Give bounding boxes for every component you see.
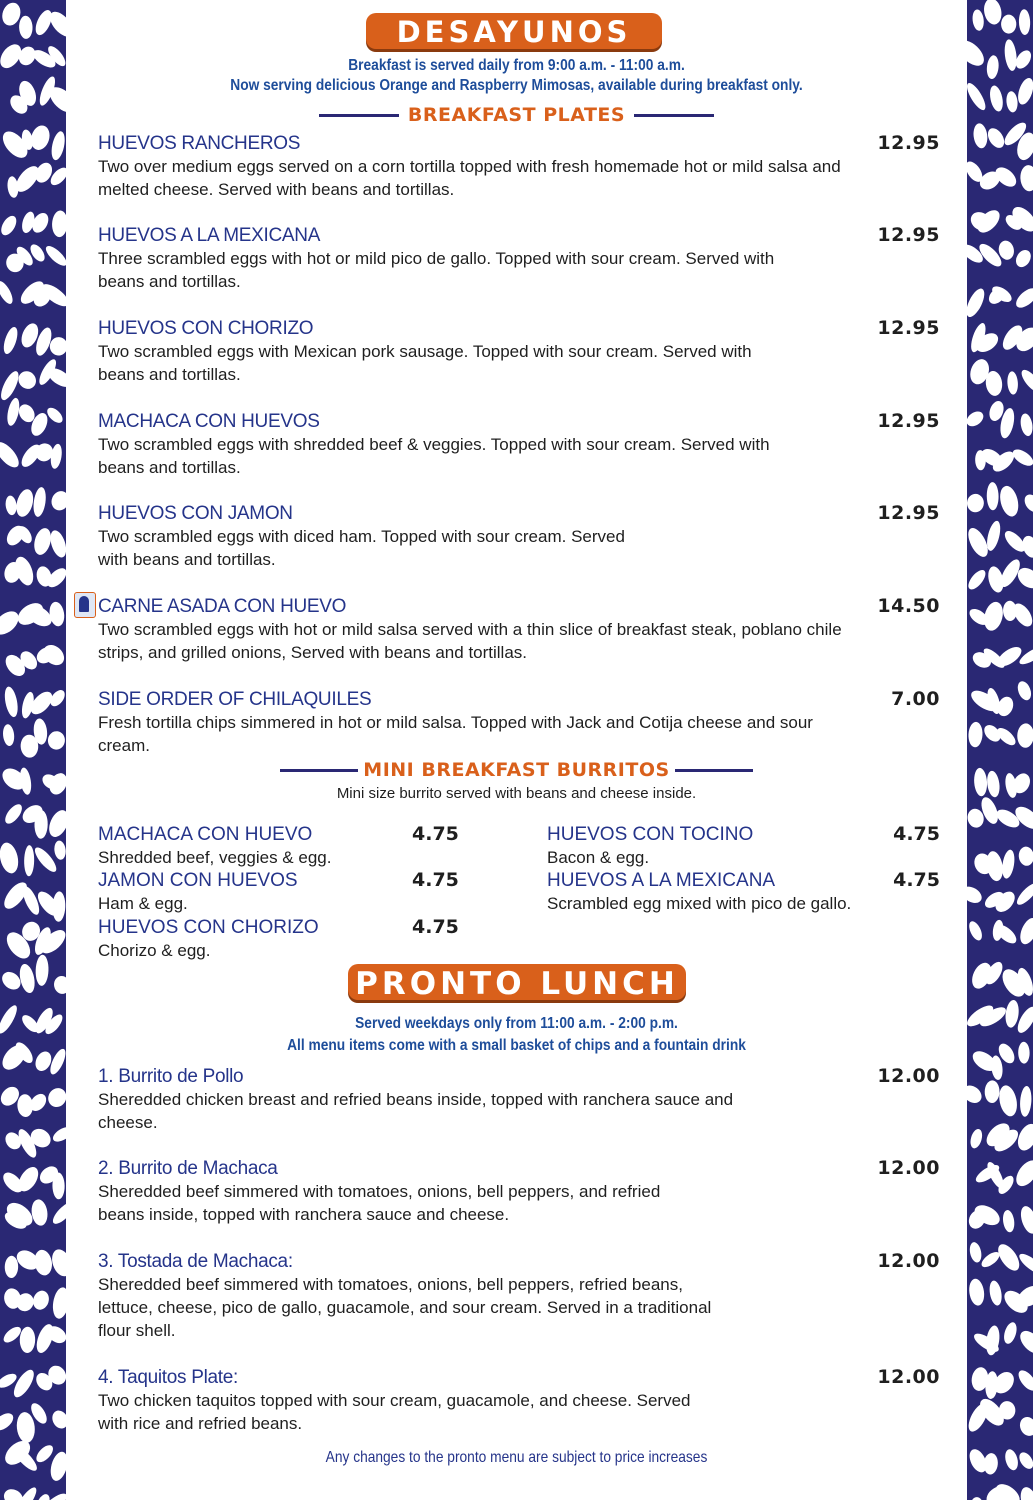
petal-shape [967, 1082, 985, 1107]
petal-shape [1017, 723, 1033, 748]
petal-shape [0, 438, 23, 471]
petal-shape [967, 36, 988, 71]
item-description: Ham & egg. [98, 894, 188, 913]
petal-shape [0, 279, 16, 306]
petal-shape [15, 1411, 36, 1443]
petal-shape [1018, 846, 1033, 867]
item-name: 1. Burrito de Pollo [98, 1066, 244, 1087]
item-price: 4.75 [893, 869, 940, 891]
petal-shape [31, 526, 53, 557]
petal-shape [5, 1256, 19, 1278]
petal-shape [0, 1410, 16, 1434]
menu-page [66, 0, 967, 1500]
heading-rule-right [675, 769, 753, 772]
petal-shape [1015, 1367, 1033, 1393]
item-price: 12.00 [877, 1366, 940, 1388]
petal-shape [0, 607, 23, 639]
item-name: 4. Taquitos Plate: [98, 1367, 239, 1388]
petal-shape [1002, 1321, 1019, 1346]
petal-shape [983, 1453, 999, 1476]
petal-shape [1018, 367, 1033, 395]
petal-shape [45, 807, 66, 840]
petal-shape [32, 486, 48, 517]
petal-shape [967, 493, 984, 513]
item-description: Sheredded chicken breast and refried beans inside, topped with ranchera sauce and cheese. [98, 1090, 734, 1132]
petal-shape [967, 919, 985, 942]
petal-shape [45, 1085, 66, 1111]
item-name: MACHACA CON HUEVOS [98, 411, 320, 432]
petal-shape [0, 841, 21, 875]
petal-shape [34, 1492, 52, 1500]
petal-shape [14, 487, 36, 518]
petal-shape [51, 1124, 66, 1144]
petal-shape [985, 1080, 1000, 1103]
item-name: 3. Tostada de Machaca: [98, 1251, 293, 1272]
petal-shape [1013, 247, 1033, 270]
chef-figure-icon [79, 596, 89, 612]
petal-shape [31, 1289, 52, 1312]
lunch-footer-note: Any changes to the pronto menu are subject to price increases [325, 1449, 708, 1466]
breakfast-plates-heading [66, 104, 967, 128]
item-name: HUEVOS A LA MEXICANA [98, 225, 321, 246]
petal-shape [49, 336, 66, 357]
petal-shape [35, 954, 49, 986]
petal-shape [987, 482, 999, 510]
item-description: Three scrambled eggs with hot or mild pico de gallo. Topped with sour cream. Served with beans and tortillas. [98, 249, 775, 291]
lunch-item [98, 1157, 940, 1226]
petal-shape [1017, 1450, 1033, 1472]
item-name: 2. Burrito de Machaca [98, 1158, 278, 1179]
breakfast-plate-item [98, 224, 940, 293]
item-price: 12.95 [877, 224, 940, 246]
petal-shape [1, 325, 20, 355]
petal-shape [1014, 880, 1033, 908]
item-name: HUEVOS CON JAMON [98, 503, 293, 524]
left-decorative-border [0, 0, 66, 1500]
petal-shape [47, 528, 66, 559]
petal-shape [968, 722, 983, 748]
item-price: 12.00 [877, 1250, 940, 1272]
petal-shape [30, 1198, 49, 1226]
breakfast-plate-item [98, 132, 940, 201]
petal-pattern-right [967, 0, 1033, 1500]
petal-shape [1017, 1414, 1033, 1438]
petal-shape [1012, 1156, 1033, 1190]
petal-shape [17, 963, 37, 995]
petal-shape [52, 1172, 65, 1199]
petal-shape [997, 1084, 1020, 1118]
item-name: HUEVOS RANCHEROS [98, 133, 301, 154]
petal-shape [967, 883, 985, 906]
item-price: 12.00 [877, 1065, 940, 1087]
petal-shape [1016, 1327, 1033, 1358]
breakfast-plate-item [98, 317, 940, 386]
heading-rule-left [280, 769, 358, 772]
petal-shape [1015, 679, 1033, 702]
mini-burrito-item [98, 869, 468, 915]
item-name: HUEVOS CON TOCINO [547, 824, 754, 845]
petal-shape [1017, 1485, 1033, 1500]
item-price: 12.00 [877, 1157, 940, 1179]
petal-shape [1007, 371, 1019, 395]
petal-pattern-left [0, 0, 66, 1500]
item-description: Two chicken taquitos topped with sour cream, guacamole, and cheese. Served with rice and refried beans. [98, 1391, 691, 1433]
petal-shape [5, 495, 18, 516]
right-decorative-border [967, 0, 1033, 1500]
item-description: Two scrambled eggs with Mexican pork sausage. Topped with sour cream. Served with beans and tortillas. [98, 342, 752, 384]
petal-shape [988, 84, 1005, 112]
lunch-item [98, 1065, 940, 1134]
petal-shape [15, 368, 40, 393]
petal-shape [967, 286, 988, 319]
breakfast-plate-item [98, 595, 940, 664]
item-name: SIDE ORDER OF CHILAQUILES [98, 689, 372, 710]
breakfast-title-banner: DESAYUNOS [366, 13, 662, 49]
petal-shape [52, 891, 66, 922]
petal-shape [0, 369, 22, 403]
petal-shape [1005, 91, 1018, 113]
petal-shape [1018, 1204, 1033, 1236]
item-price: 12.95 [877, 317, 940, 339]
mini-burrito-item [98, 916, 468, 962]
petal-shape [45, 405, 66, 426]
petal-shape [1015, 76, 1033, 106]
item-name: HUEVOS A LA MEXICANA [547, 870, 776, 891]
item-price: 4.75 [412, 823, 459, 845]
item-description: Sheredded beef simmered with tomatoes, onions, bell peppers, refried beans, lettuce, cheese, pico de gallo, guacamole, and sour cream. Served in a traditional flour shell. [98, 1275, 712, 1340]
mini-burritos-heading [66, 759, 967, 783]
petal-shape [972, 123, 989, 149]
petal-shape [0, 1003, 20, 1036]
lunch-item [98, 1250, 940, 1342]
petal-shape [53, 840, 66, 860]
petal-shape [10, 1367, 37, 1400]
mini-burrito-item [547, 869, 940, 915]
petal-shape [1018, 9, 1030, 35]
lunch-item [98, 1366, 940, 1435]
petal-shape [19, 15, 33, 39]
petal-shape [986, 55, 1000, 80]
item-description: Two scrambled eggs with hot or mild salsa served with a thin slice of breakfast steak, poblano chile strips, and grilled onions, Served with beans and tortillas. [98, 620, 842, 662]
breakfast-plate-item [98, 502, 940, 571]
mini-burrito-item [547, 823, 940, 869]
petal-shape [43, 243, 66, 269]
mini-burritos-heading-text: MINI BREAKFAST BURRITOS [363, 759, 670, 781]
petal-shape [49, 488, 66, 513]
petal-shape [28, 123, 52, 152]
petal-shape [1001, 15, 1016, 34]
mini-burrito-item [98, 823, 468, 869]
mini-burritos-note: Mini size burrito served with beans and cheese inside. [336, 785, 697, 802]
item-price: 14.50 [877, 595, 940, 617]
item-name: HUEVOS CON CHORIZO [98, 917, 319, 938]
item-price: 12.95 [877, 132, 940, 154]
item-price: 4.75 [412, 869, 459, 891]
petal-shape [49, 1408, 66, 1431]
heading-rule-right [634, 114, 714, 117]
petal-shape [33, 1248, 54, 1276]
mimosa-note: Now serving delicious Orange and Raspberry Mimosas, available during breakfast only. [230, 77, 803, 94]
petal-shape [1013, 285, 1033, 312]
petal-shape [1020, 165, 1033, 192]
item-description: Sheredded beef simmered with tomatoes, onions, bell peppers, and refried beans inside, topped with ranchera sauce and cheese. [98, 1182, 661, 1224]
petal-shape [1019, 1086, 1032, 1118]
item-name: CARNE ASADA CON HUEVO [98, 596, 347, 617]
petal-shape [1019, 413, 1033, 437]
petal-shape [1017, 915, 1033, 946]
heading-rule-left [319, 114, 399, 117]
item-name: HUEVOS CON CHORIZO [98, 318, 314, 339]
item-name: JAMON CON HUEVOS [98, 870, 298, 891]
petal-shape [18, 767, 33, 796]
petal-shape [988, 1280, 1004, 1307]
petal-shape [2, 724, 15, 747]
petal-shape [52, 974, 66, 995]
petal-shape [997, 484, 1021, 518]
breakfast-hours-note: Breakfast is served daily from 9:00 a.m. - 11:00 a.m. [348, 57, 685, 74]
breakfast-plate-item [98, 410, 940, 479]
item-price: 4.75 [412, 916, 459, 938]
item-price: 12.95 [877, 410, 940, 432]
petal-shape [1002, 1209, 1016, 1233]
petal-shape [24, 845, 35, 876]
petal-shape [1021, 492, 1033, 515]
item-name: MACHACA CON HUEVO [98, 824, 313, 845]
petal-shape [0, 213, 19, 238]
item-description: Bacon & egg. [547, 848, 650, 867]
petal-shape [982, 0, 1004, 26]
petal-shape [50, 1199, 66, 1227]
lunch-hours-note: Served weekdays only from 11:00 a.m. - 2:00 p.m. [355, 1015, 678, 1032]
breakfast-plates-heading-text: BREAKFAST PLATES [407, 104, 626, 126]
petal-shape [967, 408, 986, 429]
item-description: Scrambled egg mixed with pico de gallo. [547, 894, 852, 913]
petal-shape [973, 767, 988, 796]
item-description: Chorizo & egg. [98, 941, 211, 960]
item-description: Fresh tortilla chips simmered in hot or mild salsa. Topped with Jack and Cotija cheese and sour cream. [98, 713, 813, 755]
petal-shape [984, 850, 1005, 882]
petal-shape [968, 1128, 984, 1150]
breakfast-plate-item [98, 688, 940, 757]
item-description: Two over medium eggs served on a corn tortilla topped with fresh homemade hot or mild salsa and melted cheese. Served with beans and tortillas. [98, 157, 841, 199]
petal-shape [47, 730, 66, 750]
item-price: 12.95 [877, 502, 940, 524]
item-description: Two scrambled eggs with shredded beef & veggies. Topped with sour cream. Served with beans and tortillas. [98, 435, 770, 477]
petal-shape [3, 686, 20, 719]
petal-shape [1004, 999, 1020, 1028]
petal-shape [51, 210, 66, 237]
petal-shape [51, 1286, 66, 1320]
item-description: Shredded beef, veggies & egg. [98, 848, 332, 867]
petal-shape [968, 1278, 986, 1307]
petal-shape [967, 567, 989, 592]
item-price: 7.00 [891, 688, 940, 710]
item-price: 4.75 [893, 823, 940, 845]
petal-shape [49, 130, 66, 161]
petal-shape [968, 1241, 983, 1263]
petal-shape [1003, 1448, 1020, 1472]
petal-shape [20, 1327, 36, 1353]
petal-shape [986, 770, 1002, 798]
petal-shape [971, 9, 985, 32]
petal-shape [1000, 849, 1016, 880]
petal-shape [1018, 1042, 1030, 1064]
petal-shape [985, 125, 1008, 151]
petal-shape [1003, 39, 1018, 72]
chef-special-icon [74, 592, 96, 618]
lunch-includes-note: All menu items come with a small basket of chips and a fountain drink [287, 1037, 746, 1054]
petal-shape [984, 1325, 1001, 1356]
petal-shape [981, 600, 1005, 633]
petal-shape [967, 81, 989, 113]
item-description: Two scrambled eggs with diced ham. Topped with sour cream. Served with beans and tortillas. [98, 527, 625, 569]
petal-shape [2, 801, 25, 826]
lunch-title-banner: PRONTO LUNCH [348, 964, 686, 1000]
